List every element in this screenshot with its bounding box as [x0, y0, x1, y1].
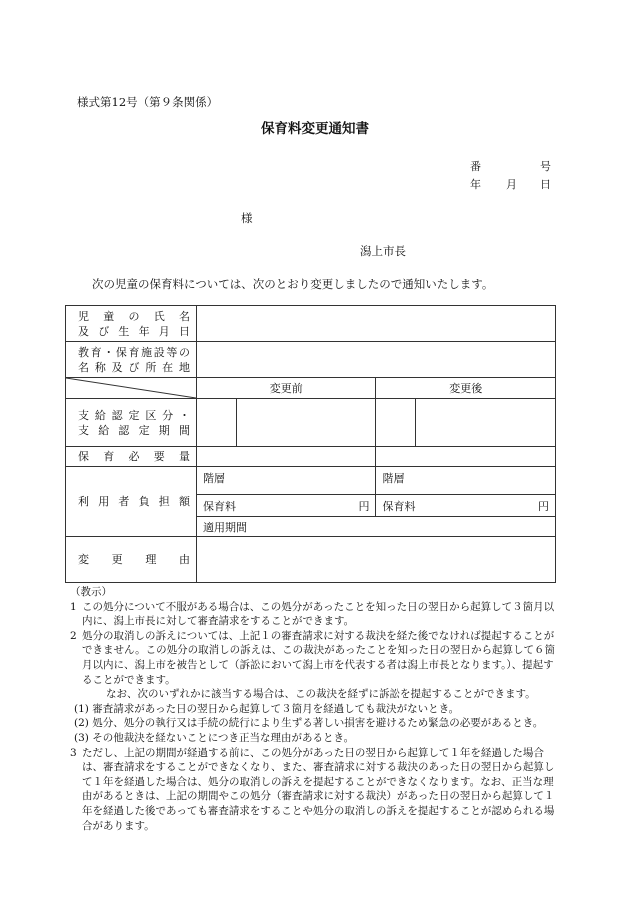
before-header: 変更前 [196, 378, 376, 399]
after-cert-category[interactable] [376, 399, 416, 447]
row-certification [66, 399, 556, 447]
note-3: 3 ただし、上記の期間が経過する前に、この処分があった日の翌日から起算して１年を経過した場合は、審査請求をすることができなくなり、また、審査請求に対する裁決のあった日の翌日から起算して１年を経過した場合は、処分の取消しの訴えを提起することができなくなります。なお、正当な理由があるときは、上記の期間やこの処分（審査請求に対する裁決）があった日の翌日から起算して１年を経過した後であっても審査請求をすることや処分の取消しの訴えを提起することが認められる場合があります。 [70, 746, 555, 832]
note-2-sub-2: (2) 処分、処分の執行又は手続の続行により生ずる著しい損害を避けるため緊急の必要があるとき。 [74, 717, 544, 730]
note-2-extra: なお、次のいずれかに該当する場合は、この裁決を経ずに訴訟を提起することができます。 [106, 688, 536, 701]
after-header: 変更後 [376, 378, 556, 399]
note-1: 1 この処分について不服がある場合は、この処分があったことを知った日の翌日から起算して３箇月以内に、潟上市長に対して審査請求をすることができます。 [70, 600, 555, 628]
child-name-label: 児 童 の 氏 名 及 び 生 年 月 日 [66, 306, 197, 342]
fee-change-table [65, 305, 556, 583]
before-fee[interactable] [196, 495, 376, 517]
note-2-sub-3: (3) その他裁決を経ないことにつき正当な理由があるとき。 [74, 731, 355, 744]
row-column-headers [66, 378, 556, 399]
after-care-amount[interactable] [376, 447, 556, 467]
intro-text: 次の児童の保育料については、次のとおり変更しましたので通知いたします。 [92, 277, 494, 291]
yen-unit: 円 [358, 499, 370, 513]
facility-label: 教育・保育施設等の 名 称 及 び 所 在 地 [66, 342, 197, 378]
number-label: 番 [470, 160, 481, 173]
row-tier [66, 467, 556, 495]
diagonal-header-cell [66, 378, 197, 399]
date-year: 年 [470, 178, 481, 191]
child-name-field[interactable] [196, 306, 555, 342]
certification-label: 支 給 認 定 区 分 ・ 支 給 認 定 期 間 [66, 399, 197, 447]
row-care-amount [66, 447, 556, 467]
row-child-name [66, 306, 556, 342]
row-facility [66, 342, 556, 378]
after-cert-period[interactable] [416, 399, 556, 447]
after-fee[interactable] [376, 495, 556, 517]
document-title: 保育料変更通知書 [261, 121, 369, 137]
addressee-suffix: 様 [241, 211, 253, 225]
instructions-heading: （教示） [70, 586, 112, 598]
form-number: 様式第12号（第９条関係） [77, 95, 219, 109]
after-tier[interactable]: 階層 [376, 467, 556, 495]
before-care-amount[interactable] [196, 447, 376, 467]
date-day: 日 [540, 178, 551, 191]
row-reason [66, 537, 556, 583]
application-period[interactable]: 適用期間 [196, 517, 555, 537]
before-tier[interactable]: 階層 [196, 467, 376, 495]
note-2-sub-1: (1) 審査請求があった日の翌日から起算して３箇月を経過しても裁決がないとき。 [74, 702, 460, 715]
instructions-section [70, 585, 560, 833]
user-burden-label: 利 用 者 負 担 額 [66, 467, 197, 537]
before-cert-category[interactable] [196, 399, 236, 447]
fee-label: 保育料 [382, 499, 416, 513]
sender-name: 潟上市長 [360, 244, 406, 258]
facility-field[interactable] [196, 342, 555, 378]
care-amount-label: 保 育 必 要 量 [66, 447, 197, 467]
reason-label: 変 更 理 由 [66, 537, 197, 583]
fee-label: 保育料 [202, 499, 236, 513]
yen-unit: 円 [538, 499, 549, 513]
note-2: 2 処分の取消しの訴えについては、上記１の審査請求に対する裁決を経た後でなければ提起することができません。この処分の取消しの訴えは、この裁決があったことを知った日の翌日から起算して６箇月以内に、潟上市を被告として（訴訟において潟上市を代表する者は潟上市長となります。）、提起することができます。 なお、次のいずれかに該当する場合は、この裁決を経ずに訴訟を提起することができます。 [70, 629, 560, 702]
date-month: 月 [506, 178, 517, 191]
number-suffix: 号 [540, 160, 551, 173]
reason-field[interactable] [196, 537, 555, 583]
before-cert-period[interactable] [236, 399, 376, 447]
